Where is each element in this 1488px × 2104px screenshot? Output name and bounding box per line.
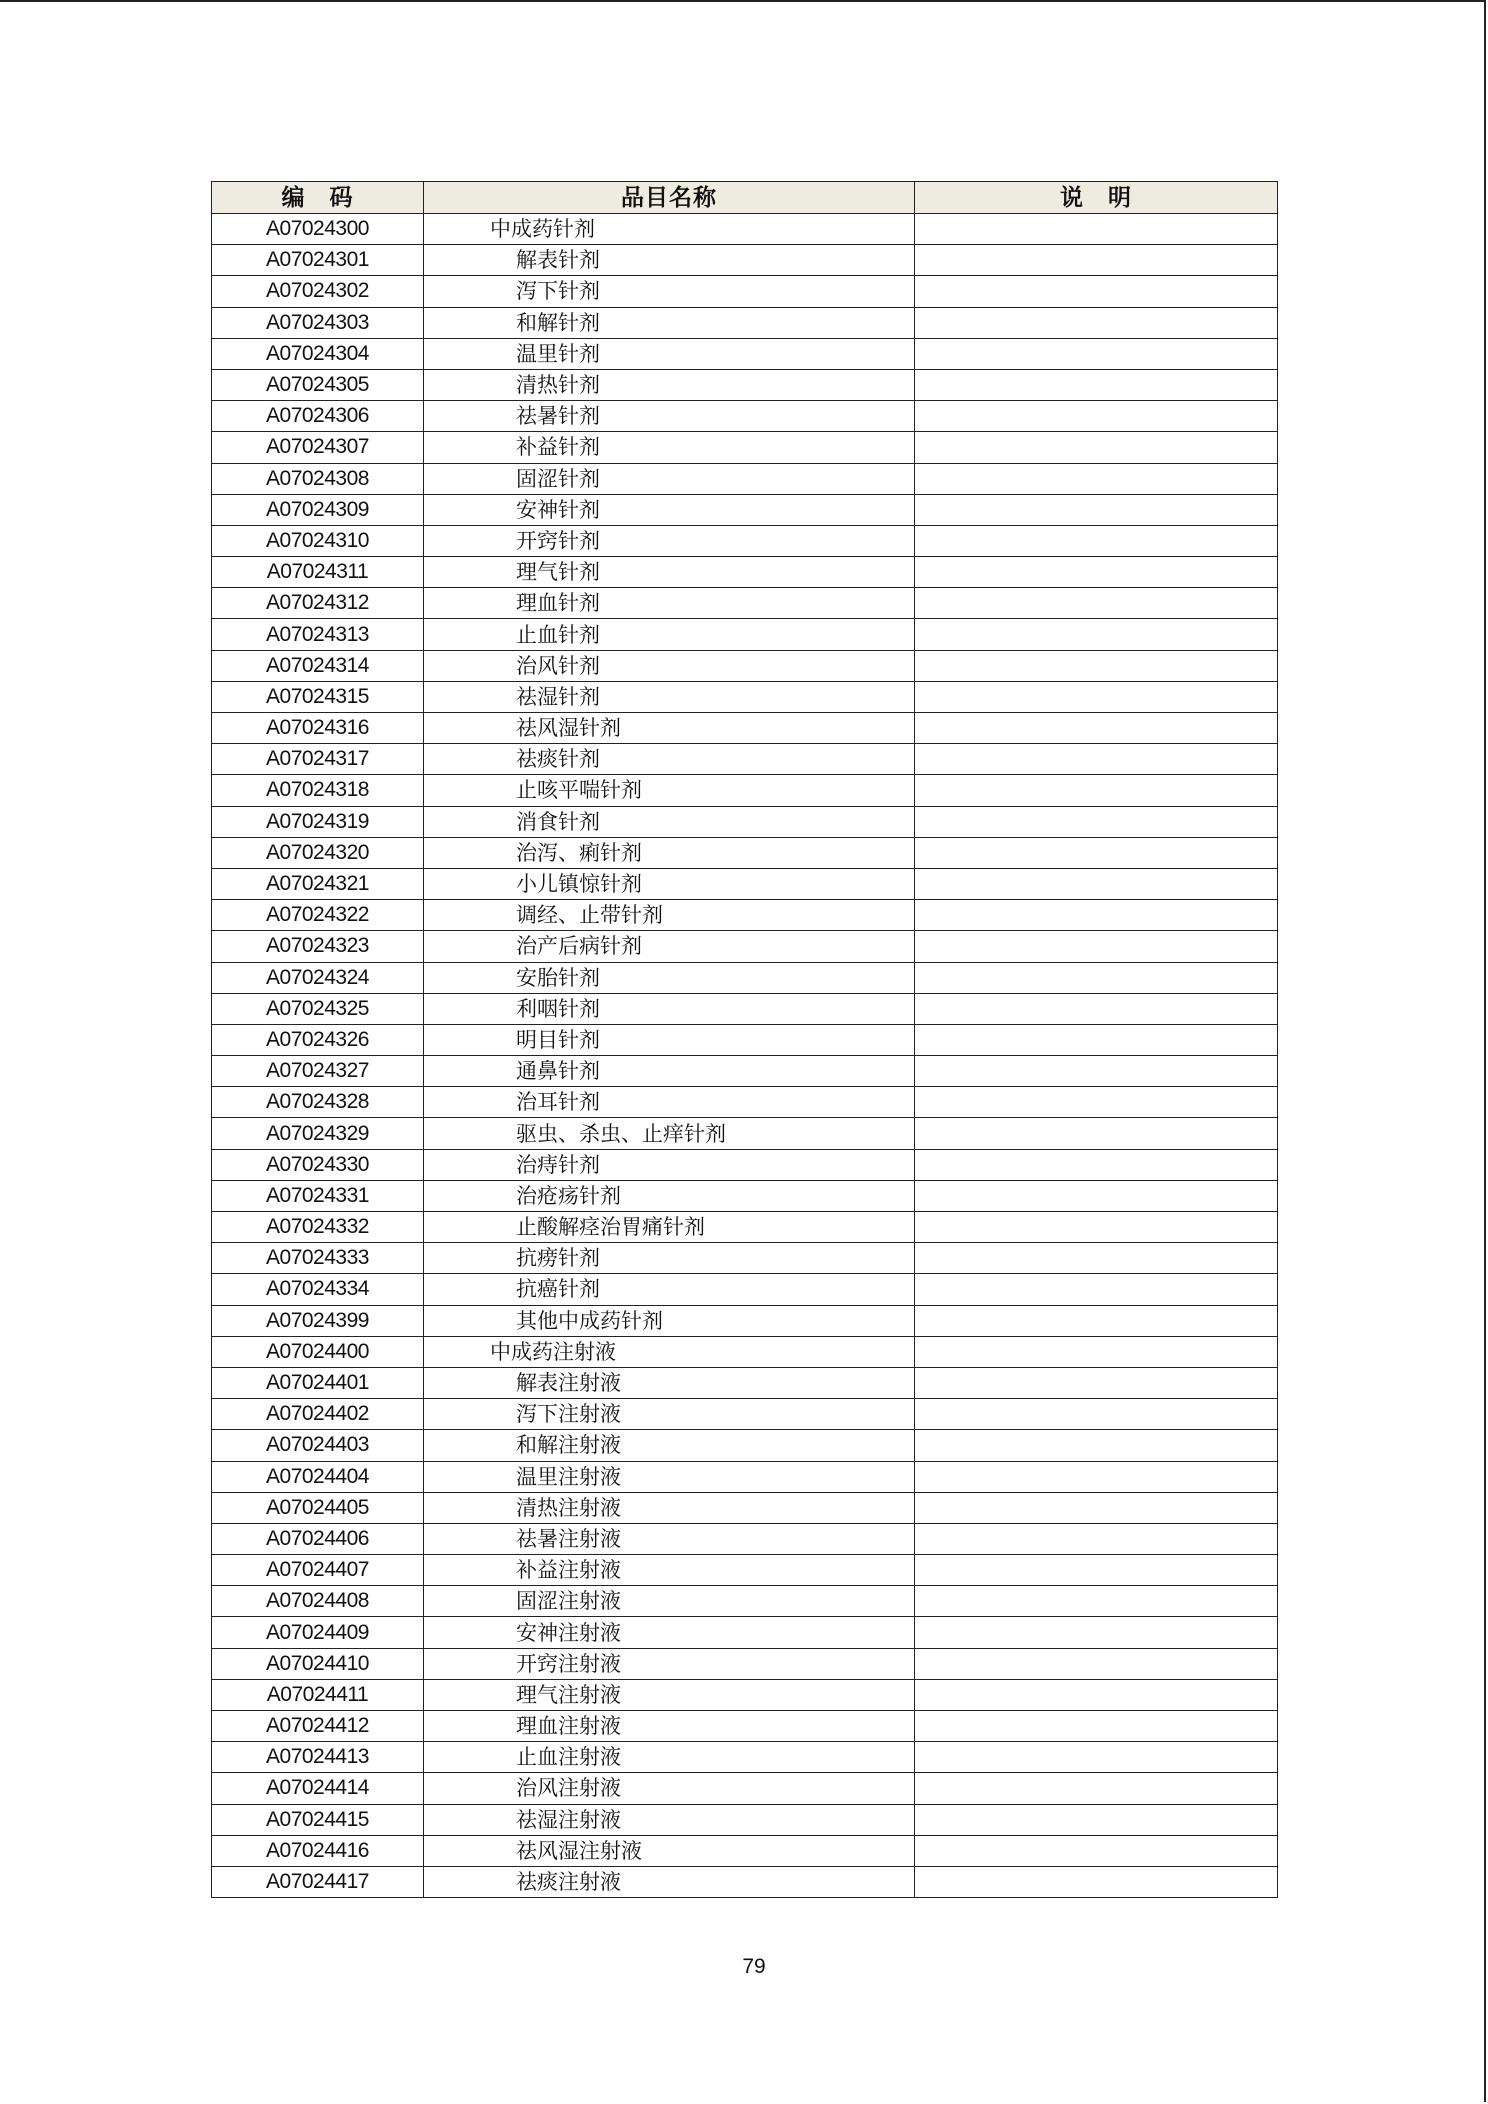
row-code: A07024330 [212,1149,424,1180]
table-row [212,1336,1278,1367]
row-code: A07024405 [212,1492,424,1523]
row-desc [915,1679,1278,1710]
row-name: 祛风湿注射液 [424,1835,915,1866]
row-desc [915,1711,1278,1742]
header-row [212,182,1278,214]
table-row [212,276,1278,307]
row-name: 抗癌针剂 [424,1274,915,1305]
table-row [212,432,1278,463]
row-code: A07024325 [212,993,424,1024]
row-name: 中成药注射液 [424,1336,915,1367]
table-row [212,1399,1278,1430]
row-desc [915,1804,1278,1835]
row-code: A07024416 [212,1835,424,1866]
row-name: 清热注射液 [424,1492,915,1523]
table-row [212,1056,1278,1087]
row-code: A07024334 [212,1274,424,1305]
row-name: 开窍针剂 [424,525,915,556]
row-name: 驱虫、杀虫、止痒针剂 [424,1118,915,1149]
row-code: A07024408 [212,1586,424,1617]
row-code: A07024326 [212,1024,424,1055]
row-name: 止咳平喘针剂 [424,775,915,806]
row-name: 和解针剂 [424,307,915,338]
table-row [212,369,1278,400]
table-row [212,1523,1278,1554]
row-desc [915,1087,1278,1118]
row-code: A07024333 [212,1243,424,1274]
row-desc [915,463,1278,494]
table-row [212,1555,1278,1586]
row-desc [915,214,1278,245]
table-row [212,1274,1278,1305]
table-row [212,775,1278,806]
row-desc [915,1742,1278,1773]
row-desc [915,588,1278,619]
row-desc [915,806,1278,837]
row-code: A07024404 [212,1461,424,1492]
row-desc [915,713,1278,744]
row-desc [915,1617,1278,1648]
table-row [212,1461,1278,1492]
row-code: A07024300 [212,214,424,245]
table-row [212,993,1278,1024]
row-name: 补益注射液 [424,1555,915,1586]
row-name: 理血针剂 [424,588,915,619]
table-row [212,1243,1278,1274]
table-row [212,1773,1278,1804]
row-desc [915,1024,1278,1055]
row-name: 安神注射液 [424,1617,915,1648]
table-row [212,245,1278,276]
row-code: A07024310 [212,525,424,556]
table-row [212,214,1278,245]
row-desc [915,650,1278,681]
row-name: 治痔针剂 [424,1149,915,1180]
table-row [212,1118,1278,1149]
row-code: A07024313 [212,619,424,650]
row-desc [915,494,1278,525]
table-row [212,494,1278,525]
row-name: 理气注射液 [424,1679,915,1710]
table-row [212,1180,1278,1211]
row-desc [915,900,1278,931]
table-row [212,1804,1278,1835]
header-code: 编 码 [212,182,424,214]
table-row [212,931,1278,962]
row-desc [915,1648,1278,1679]
table-row [212,588,1278,619]
row-code: A07024328 [212,1087,424,1118]
row-code: A07024402 [212,1399,424,1430]
table-row [212,837,1278,868]
row-name: 祛湿针剂 [424,681,915,712]
row-name: 消食针剂 [424,806,915,837]
row-desc [915,276,1278,307]
table-row [212,962,1278,993]
table-row [212,806,1278,837]
row-name: 安胎针剂 [424,962,915,993]
row-code: A07024324 [212,962,424,993]
table-row [212,1087,1278,1118]
row-code: A07024323 [212,931,424,962]
table-row [212,1742,1278,1773]
row-name: 固涩注射液 [424,1586,915,1617]
row-name: 固涩针剂 [424,463,915,494]
row-code: A07024317 [212,744,424,775]
row-desc [915,1430,1278,1461]
row-code: A07024329 [212,1118,424,1149]
row-desc [915,557,1278,588]
row-name: 解表注射液 [424,1367,915,1398]
row-code: A07024415 [212,1804,424,1835]
row-code: A07024411 [212,1679,424,1710]
row-code: A07024399 [212,1305,424,1336]
row-code: A07024314 [212,650,424,681]
row-name: 解表针剂 [424,245,915,276]
row-desc [915,432,1278,463]
row-name: 泻下注射液 [424,1399,915,1430]
row-desc [915,525,1278,556]
row-code: A07024410 [212,1648,424,1679]
row-desc [915,1866,1278,1897]
row-name: 和解注射液 [424,1430,915,1461]
row-code: A07024321 [212,868,424,899]
row-desc [915,1523,1278,1554]
table-row [212,650,1278,681]
row-code: A07024320 [212,837,424,868]
row-code: A07024305 [212,369,424,400]
row-desc [915,245,1278,276]
row-desc [915,1212,1278,1243]
page-number: 79 [742,1955,766,1978]
row-desc [915,681,1278,712]
row-code: A07024307 [212,432,424,463]
row-code: A07024406 [212,1523,424,1554]
table-row [212,401,1278,432]
row-code: A07024306 [212,401,424,432]
row-name: 明目针剂 [424,1024,915,1055]
row-code: A07024327 [212,1056,424,1087]
table-row [212,1212,1278,1243]
table-header [212,182,1278,214]
row-name: 调经、止带针剂 [424,900,915,931]
row-desc [915,1305,1278,1336]
table-row [212,525,1278,556]
row-code: A07024401 [212,1367,424,1398]
row-code: A07024319 [212,806,424,837]
row-name: 祛暑注射液 [424,1523,915,1554]
row-name: 温里针剂 [424,338,915,369]
row-desc [915,775,1278,806]
row-desc [915,1399,1278,1430]
catalog-table [211,181,1278,1898]
row-name: 理血注射液 [424,1711,915,1742]
row-desc [915,1243,1278,1274]
row-desc [915,1367,1278,1398]
table-row [212,338,1278,369]
row-name: 治耳针剂 [424,1087,915,1118]
row-name: 温里注射液 [424,1461,915,1492]
row-code: A07024331 [212,1180,424,1211]
table-row [212,744,1278,775]
row-desc [915,1274,1278,1305]
row-name: 安神针剂 [424,494,915,525]
row-name: 止血针剂 [424,619,915,650]
table-row [212,557,1278,588]
row-desc [915,338,1278,369]
table-row [212,1367,1278,1398]
row-code: A07024322 [212,900,424,931]
row-code: A07024316 [212,713,424,744]
table-row [212,868,1278,899]
table-row [212,1866,1278,1897]
row-code: A07024413 [212,1742,424,1773]
row-name: 祛暑针剂 [424,401,915,432]
table-row [212,713,1278,744]
row-code: A07024414 [212,1773,424,1804]
row-code: A07024311 [212,557,424,588]
table-body [212,214,1278,1898]
row-desc [915,307,1278,338]
row-name: 开窍注射液 [424,1648,915,1679]
row-name: 小儿镇惊针剂 [424,868,915,899]
table-row [212,1149,1278,1180]
row-name: 利咽针剂 [424,993,915,1024]
row-desc [915,868,1278,899]
row-name: 止血注射液 [424,1742,915,1773]
row-desc [915,962,1278,993]
row-name: 治产后病针剂 [424,931,915,962]
table-row [212,307,1278,338]
row-desc [915,1492,1278,1523]
table-row [212,1617,1278,1648]
table-row [212,463,1278,494]
table-row [212,1835,1278,1866]
row-name: 抗痨针剂 [424,1243,915,1274]
row-name: 通鼻针剂 [424,1056,915,1087]
row-code: A07024304 [212,338,424,369]
row-name: 治疮疡针剂 [424,1180,915,1211]
row-name: 泻下针剂 [424,276,915,307]
table-row [212,1430,1278,1461]
row-desc [915,993,1278,1024]
row-code: A07024400 [212,1336,424,1367]
row-code: A07024318 [212,775,424,806]
row-name: 祛痰针剂 [424,744,915,775]
row-code: A07024409 [212,1617,424,1648]
row-desc [915,1461,1278,1492]
row-name: 治泻、痢针剂 [424,837,915,868]
row-code: A07024315 [212,681,424,712]
row-name: 补益针剂 [424,432,915,463]
row-name: 治风针剂 [424,650,915,681]
row-code: A07024312 [212,588,424,619]
row-desc [915,1835,1278,1866]
row-name: 止酸解痉治胃痛针剂 [424,1212,915,1243]
row-desc [915,1586,1278,1617]
table-row [212,900,1278,931]
table-row [212,1711,1278,1742]
row-desc [915,1555,1278,1586]
row-desc [915,1056,1278,1087]
table-row [212,1305,1278,1336]
row-desc [915,1336,1278,1367]
row-code: A07024332 [212,1212,424,1243]
row-desc [915,1118,1278,1149]
row-name: 理气针剂 [424,557,915,588]
table-row [212,1492,1278,1523]
row-desc [915,1149,1278,1180]
row-desc [915,401,1278,432]
table-row [212,681,1278,712]
row-code: A07024308 [212,463,424,494]
row-code: A07024301 [212,245,424,276]
row-desc [915,744,1278,775]
row-desc [915,619,1278,650]
table-row [212,1024,1278,1055]
row-code: A07024407 [212,1555,424,1586]
table-row [212,1679,1278,1710]
row-name: 祛痰注射液 [424,1866,915,1897]
header-desc: 说 明 [915,182,1278,214]
row-name: 治风注射液 [424,1773,915,1804]
row-name: 其他中成药针剂 [424,1305,915,1336]
row-desc [915,1773,1278,1804]
row-desc [915,837,1278,868]
row-code: A07024302 [212,276,424,307]
row-code: A07024309 [212,494,424,525]
row-code: A07024417 [212,1866,424,1897]
row-code: A07024412 [212,1711,424,1742]
table-row [212,1586,1278,1617]
row-name: 祛风湿针剂 [424,713,915,744]
header-name: 品目名称 [424,182,915,214]
row-desc [915,1180,1278,1211]
row-code: A07024403 [212,1430,424,1461]
row-name: 中成药针剂 [424,214,915,245]
table-row [212,619,1278,650]
row-desc [915,931,1278,962]
row-desc [915,369,1278,400]
table-row [212,1648,1278,1679]
row-name: 清热针剂 [424,369,915,400]
row-code: A07024303 [212,307,424,338]
row-name: 祛湿注射液 [424,1804,915,1835]
